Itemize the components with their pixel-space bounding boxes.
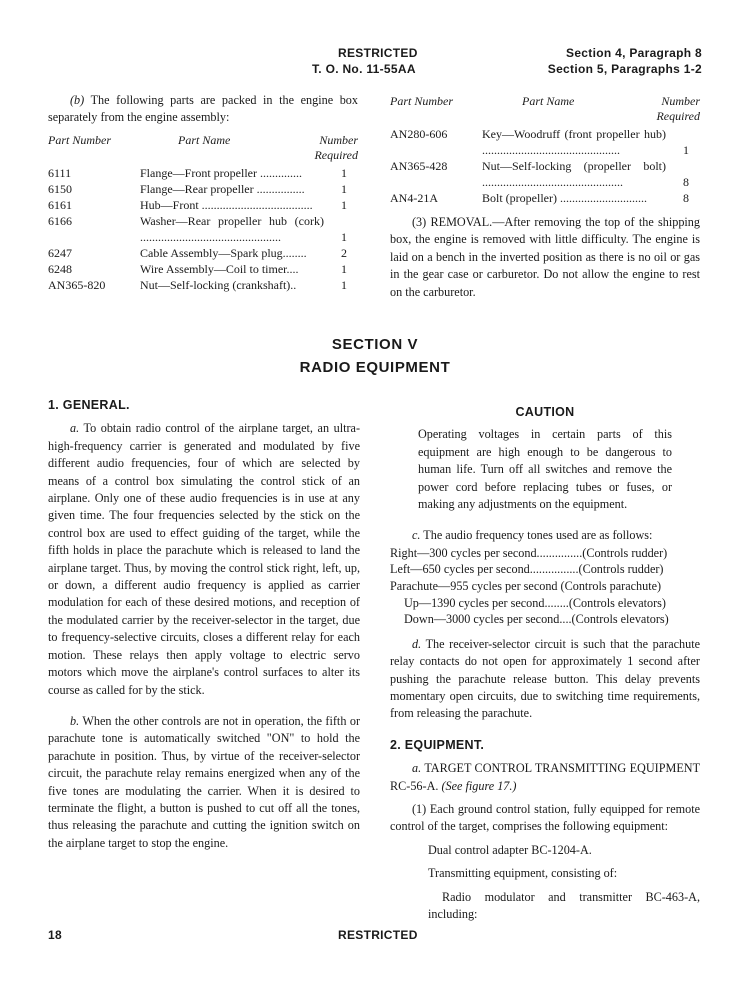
header-section-line2: Section 5, Paragraphs 1-2 [547,62,702,76]
parts-intro: (b) The following parts are packed in the engine box separately from the engine assembly: [48,93,358,125]
part-number: 6111 [48,165,72,180]
part-qty: 1 [683,143,689,157]
header-restricted: RESTRICTED [338,46,418,60]
equipment-sub-a: a. TARGET CONTROL TRANSMITTING EQUIPMENT RC-56-A. (See figure 17.) [390,761,701,793]
part-name: Bolt (propeller) ............................. [482,191,647,205]
caution-text: Operating voltages in certain parts of this equipment are high enough to be dangerous to human life. Turn off all switches and remove the power cord before replacing tubes or fuses, or making any adjustments on the equipment. [418,427,672,512]
tone-row: Left—650 cycles per second................(Controls rudder) [390,562,664,577]
part-number: 6166 [48,213,72,228]
parts-rows [390,126,700,206]
part-row [48,261,358,277]
tone-row: Parachute—955 cycles per second (Controls parachute) [390,579,662,594]
part-name: Flange—Front propeller .............. [140,165,302,180]
parts-column-headers-right [390,94,700,124]
part-qty: 1 [341,277,347,292]
part-row [390,190,700,206]
para-d: d. The receiver-selector circuit is such that the parachute relay contacts do not open for approximately 1 second after pushing the parachute release button. This delay prevents momentary open circuits, due to switching time requirements, from releasing the parachute. [390,636,700,721]
section-title: SECTION V [331,336,419,353]
caution-title: CAUTION [515,405,575,419]
tones-intro: c. The audio frequency tones used are as follows: [412,528,653,543]
general-para-b: b. When the other controls are not in operation, the fifth or parachute tone is automatically switched "ON" to hold the parachute in position. Thus, by virtue of the receiver-selector circuit, the parachute relay remains energized when any of the five tones are modulating the carrier. When it is desired to terminate the flight, a button is pushed to cut off all the tones, thus releasing the parachute and cutting the ignition switch on the airplane target to stop the engine. [48,713,360,850]
col-part-name: Part Name [178,132,231,147]
part-number: AN280-606 [390,127,448,141]
header-section-line1: Section 4, Paragraph 8 [566,46,702,60]
tone-row: Down—3000 cycles per second....(Controls elevators) [404,612,669,627]
part-name: Nut—Self-locking (propeller bolt) ............................................... [482,159,666,189]
col-number-required: Number Required [314,132,358,162]
part-number: 6247 [48,245,72,260]
part-row [48,277,358,293]
part-qty: 1 [341,261,347,276]
part-name: Hub—Front ..................................... [140,197,313,212]
parts-list-right [390,94,700,301]
general-column [48,397,360,852]
part-qty: 1 [341,181,347,196]
part-name: Flange—Rear propeller ................ [140,181,305,196]
part-qty: 8 [683,191,689,205]
part-row [48,213,358,245]
part-number: AN365-428 [390,159,448,173]
equipment-item2: Transmitting equipment, consisting of: [428,866,618,881]
part-name: Washer—Rear propeller hub (cork) ............................................... [140,213,324,244]
part-name: Key—Woodruff (front propeller hub) .............................................. [482,127,666,157]
tone-row: Right—300 cycles per second...............(Controls rudder) [390,545,668,560]
equipment-item3: Radio modulator and transmitter BC-463-A, including: [428,889,700,922]
removal-paragraph: (3) REMOVAL.—After removing the top of the shipping box, the engine is removed with little difficulty. The engine is laid on a bench in the inverted position as there is no oil or gas in the gear case or carburetor. Do not allow the engine to rest on the carburetor. [390,215,700,299]
part-number: AN4-21A [390,191,438,205]
header-to-number: T. O. No. 11-55AA [312,62,416,76]
part-row [48,181,358,197]
tone-row: Up—1390 cycles per second........(Controls elevators) [404,595,666,610]
part-number: 6248 [48,261,72,276]
equipment-heading: 2. EQUIPMENT. [390,737,485,752]
parts-list-left [48,92,358,293]
part-row [390,158,700,190]
part-qty: 8 [683,175,689,189]
section-subtitle: RADIO EQUIPMENT [299,359,451,376]
part-number: 6150 [48,181,72,196]
part-name: Wire Assembly—Coil to timer.... [140,261,299,276]
col-part-number: Part Number [390,94,453,108]
footer-restricted: RESTRICTED [338,928,418,942]
part-name: Cable Assembly—Spark plug........ [140,245,307,260]
right-column [390,404,700,924]
part-number: 6161 [48,197,72,212]
general-heading: 1. GENERAL. [48,398,130,412]
equipment-para-1: (1) Each ground control station, fully equipped for remote control of the target, comprises the following equipment: [390,802,700,834]
parts-rows [48,165,358,293]
page-number: 18 [48,928,62,942]
part-qty: 1 [341,197,347,212]
part-qty: 1 [341,165,347,180]
tones-list [390,545,700,628]
part-name: Nut—Self-locking (crankshaft).. [140,277,297,292]
equipment-item1: Dual control adapter BC-1204-A. [428,842,592,857]
general-para-a: a. To obtain radio control of the airplane target, an ultra-high-frequency carrier is generated and modulated by five different audio frequencies, four of which are selected by means of a control box simulating the control stick of an airplane. Only one of these audio frequencies is in use at any given time. The four frequencies selected by the stick on the control box are used to effect guiding of the target, while the fifth holds in place the parachute which is released to land the airplane target. Thus, by moving the control stick right, left, up, or down, a different audio frequency is applied as carrier modulation for each of these desired motions, and reception of the modulated carrier by the receiver-selector in the target, due to frequency-selective circuits, closes a different relay for each motion. These relays then apply voltage to electric servo motors which move the airplane's control surfaces to alter its course as called for by the stick. [48,421,360,697]
part-qty: 1 [341,229,347,244]
part-row [48,245,358,261]
col-number-required: Number Required [656,94,700,123]
col-part-number: Part Number [48,132,111,147]
col-part-name: Part Name [522,94,575,108]
part-number: AN365-820 [48,277,106,292]
part-qty: 2 [341,245,347,260]
part-row [390,126,700,158]
parts-column-headers [48,133,358,163]
part-row [48,165,358,181]
part-row [48,197,358,213]
